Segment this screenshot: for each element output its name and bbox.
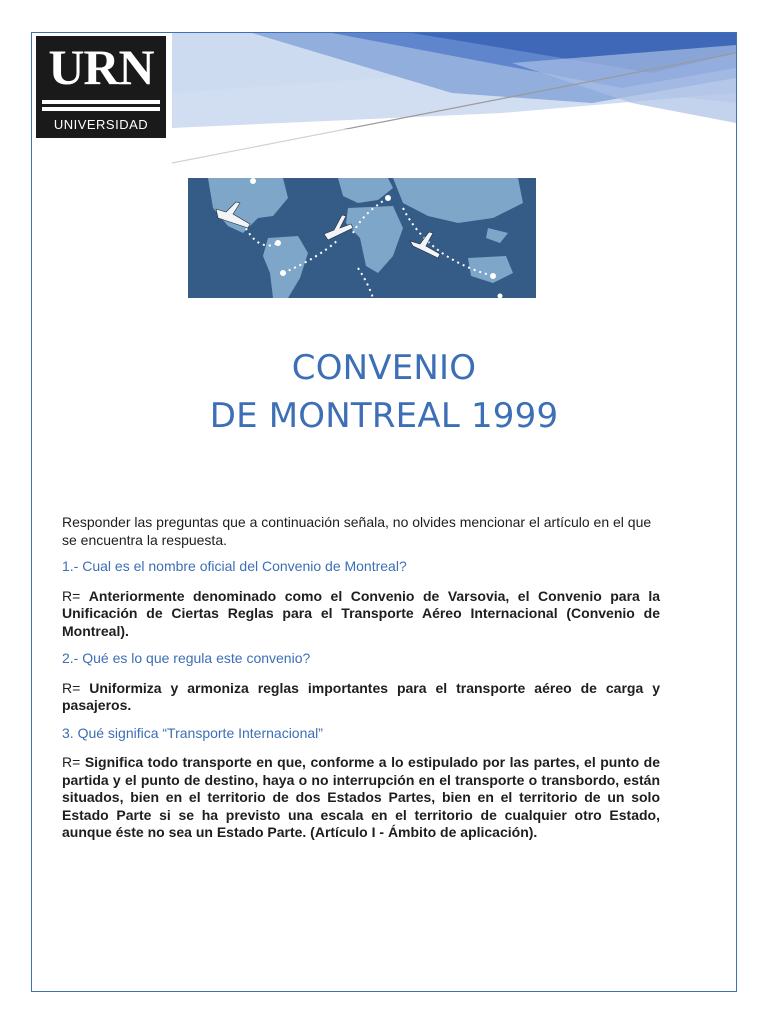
answer-text: Significa todo transporte en que, conforme a lo estipulado por las partes, el punto de partida y el punto de destino, haya o no interrupción en el transporte o transbordo, están situados, bien en el territorio de dos Estados Partes, bien en el territorio de un solo Estado Parte si se ha previsto una escala en el territorio de cualquier otro Estado, aunque éste no sea un Estado Parte. (Artículo I - Ámbito de aplicación). — [62, 754, 660, 840]
question-1: 1.- Cual es el nombre oficial del Convenio de Montreal? — [62, 558, 407, 574]
world-map-airplanes-icon — [188, 178, 536, 298]
answer-prefix: R= — [62, 679, 90, 696]
answer-3 — [62, 754, 660, 842]
document-title — [32, 344, 736, 440]
logo-subtitle: UNIVERSIDAD — [53, 117, 149, 132]
logo-rule — [42, 100, 160, 104]
logo-mark: URN — [48, 39, 154, 95]
answer-prefix: R= — [62, 587, 89, 604]
answer-2 — [62, 680, 660, 715]
title-line-2: DE MONTREAL 1999 — [209, 396, 559, 436]
university-logo — [36, 36, 166, 138]
answer-text: Anteriormente denominado como el Convenio de Varsovia, el Convenio para la Unificación de Ciertas Reglas para el Transporte Aéreo Internacional (Convenio de Montreal). — [62, 587, 660, 639]
answer-1 — [62, 588, 660, 641]
title-line-1: CONVENIO — [291, 348, 477, 388]
logo-rule — [42, 107, 160, 111]
question-2: 2.- Qué es lo que regula este convenio? — [62, 650, 311, 666]
answer-prefix: R= — [62, 754, 85, 770]
answer-text: Uniformiza y armoniza reglas importantes para el transporte aéreo de carga y pasajeros. — [62, 679, 660, 713]
document-body — [62, 514, 660, 852]
question-3: 3. Qué significa “Transporte Internacional” — [62, 724, 323, 741]
intro-paragraph: Responder las preguntas que a continuación señala, no olvides mencionar el artículo en el que se encuentra la respuesta. — [62, 514, 652, 548]
